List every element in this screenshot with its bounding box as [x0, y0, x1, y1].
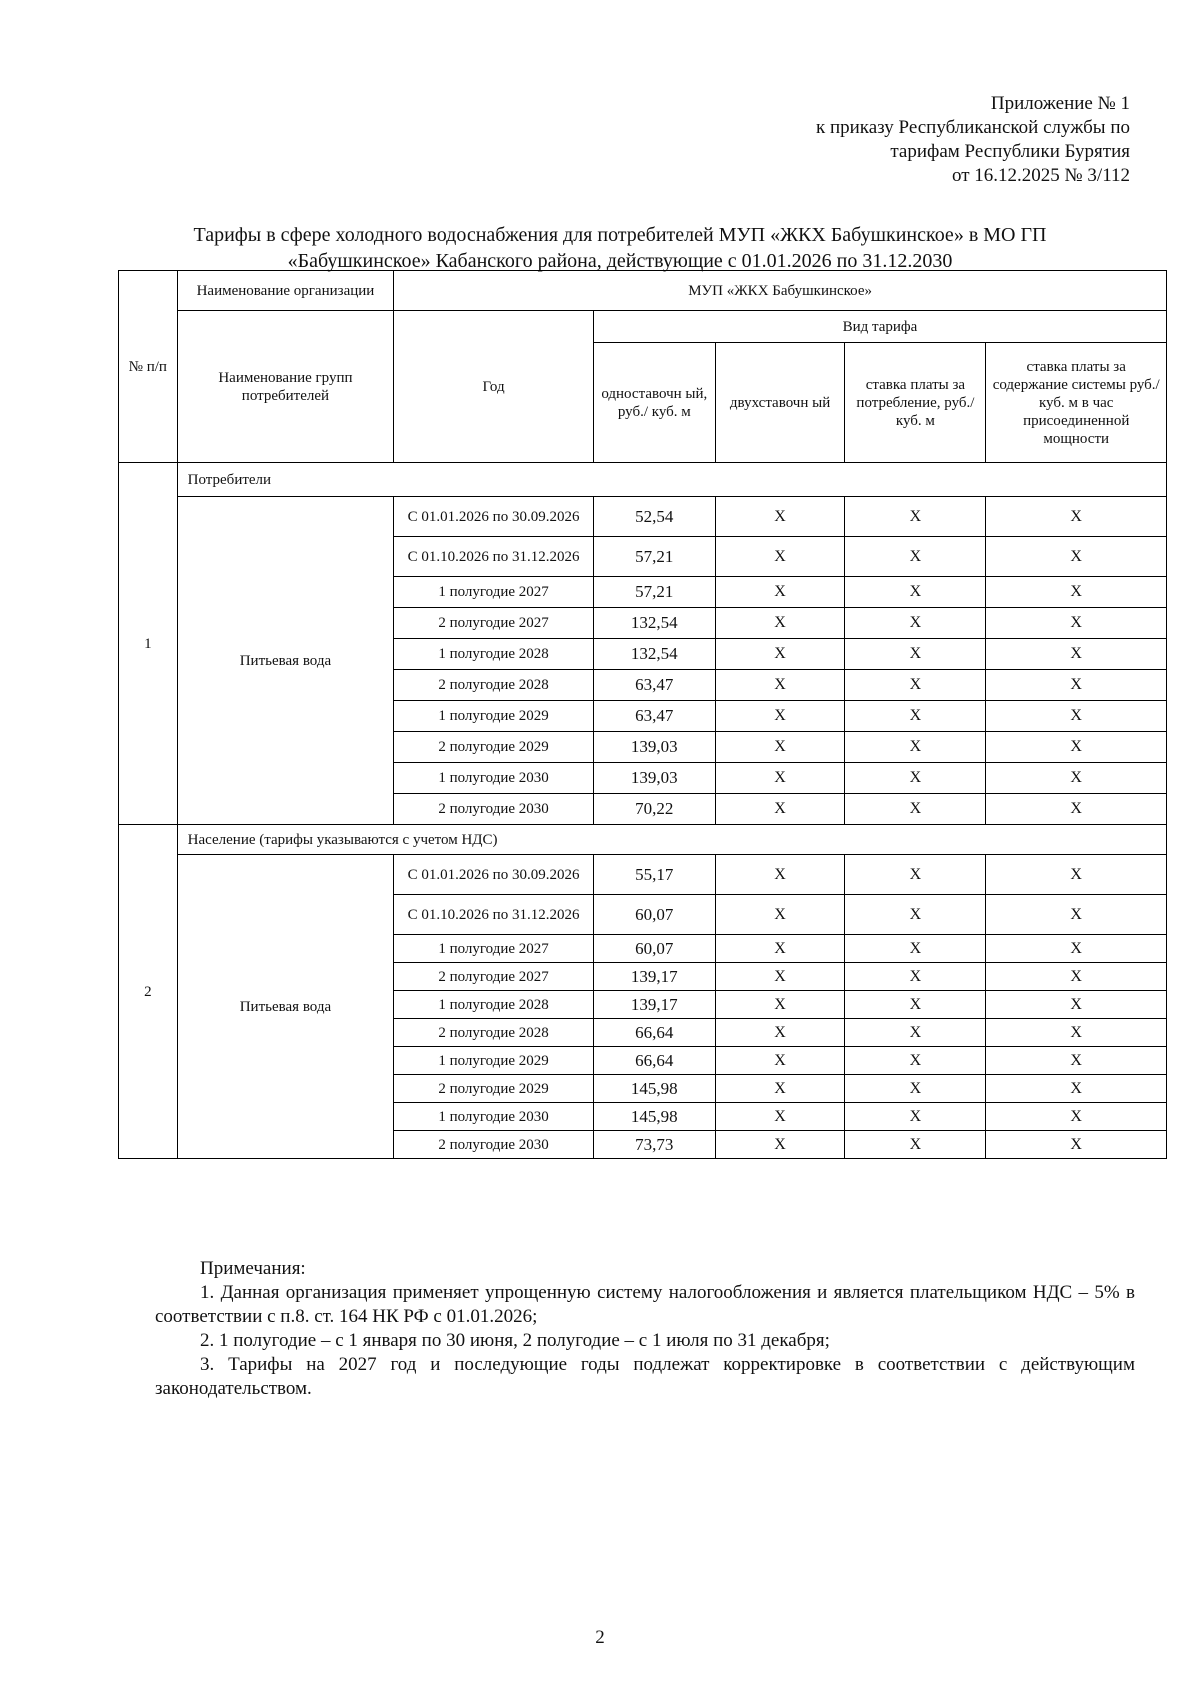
tariff-table: [118, 270, 1167, 1159]
single-rate-cell: 132,54: [593, 639, 715, 670]
double-rate-cell: X: [715, 639, 845, 670]
document-title: [120, 222, 1120, 274]
capacity-rate-cell: X: [986, 794, 1167, 825]
single-rate-cell: 52,54: [593, 497, 715, 537]
period-cell: С 01.10.2026 по 31.12.2026: [394, 537, 594, 577]
consumption-rate-cell: X: [845, 670, 986, 701]
consumption-rate-cell: X: [845, 1103, 986, 1131]
period-cell: 1 полугодие 2030: [394, 1103, 594, 1131]
title-line-1: Тарифы в сфере холодного водоснабжения для потребителей МУП «ЖКХ Бабушкинское» в МО ГП: [193, 224, 1047, 246]
capacity-rate-cell: X: [986, 991, 1167, 1019]
consumption-rate-cell: X: [845, 497, 986, 537]
capacity-rate-cell: X: [986, 1019, 1167, 1047]
capacity-rate-cell: X: [986, 1131, 1167, 1159]
header-row-organization: [119, 271, 1167, 311]
capacity-rate-cell: X: [986, 763, 1167, 794]
single-rate-cell: 60,07: [593, 895, 715, 935]
capacity-rate-cell: X: [986, 895, 1167, 935]
double-rate-cell: X: [715, 1131, 845, 1159]
capacity-rate-cell: X: [986, 701, 1167, 732]
header-col-single: одноставочн ый, руб./ куб. м: [593, 343, 715, 463]
period-cell: 1 полугодие 2027: [394, 577, 594, 608]
single-rate-cell: 73,73: [593, 1131, 715, 1159]
period-cell: С 01.01.2026 по 30.09.2026: [394, 855, 594, 895]
header-year-label: Год: [394, 311, 594, 463]
consumption-rate-cell: X: [845, 1075, 986, 1103]
double-rate-cell: X: [715, 1019, 845, 1047]
capacity-rate-cell: X: [986, 537, 1167, 577]
group-name: Питьевая вода: [177, 855, 394, 1159]
double-rate-cell: X: [715, 1103, 845, 1131]
capacity-rate-cell: X: [986, 608, 1167, 639]
section-number: 2: [119, 825, 178, 1159]
capacity-rate-cell: X: [986, 935, 1167, 963]
consumption-rate-cell: X: [845, 537, 986, 577]
double-rate-cell: X: [715, 670, 845, 701]
header-num: № п/п: [119, 271, 178, 463]
double-rate-cell: X: [715, 701, 845, 732]
single-rate-cell: 132,54: [593, 608, 715, 639]
single-rate-cell: 139,17: [593, 963, 715, 991]
note-item-3: 3. Тарифы на 2027 год и последующие годы подлежат корректировке в соответствии с действующим законодательством.: [155, 1354, 1135, 1399]
section-title-row: [119, 825, 1167, 855]
header-row-tariff-type: [119, 311, 1167, 343]
appendix-header: [816, 92, 1130, 188]
consumption-rate-cell: X: [845, 991, 986, 1019]
period-cell: 2 полугодие 2027: [394, 608, 594, 639]
section-title: Население (тарифы указываются с учетом НДС): [177, 825, 1166, 855]
period-cell: 1 полугодие 2029: [394, 701, 594, 732]
single-rate-cell: 139,03: [593, 732, 715, 763]
period-cell: 1 полугодие 2027: [394, 935, 594, 963]
double-rate-cell: X: [715, 963, 845, 991]
consumption-rate-cell: X: [845, 577, 986, 608]
table-row: [119, 855, 1167, 895]
single-rate-cell: 139,17: [593, 991, 715, 1019]
note-item-1: 1. Данная организация применяет упрощенную систему налогообложения и является плательщиком НДС – 5% в соответствии с п.8. ст. 164 НК РФ с 01.01.2026;: [155, 1282, 1135, 1327]
header-col-double: двухставочн ый: [715, 343, 845, 463]
double-rate-cell: X: [715, 763, 845, 794]
double-rate-cell: X: [715, 794, 845, 825]
header-org-value: МУП «ЖКХ Бабушкинское»: [394, 271, 1167, 311]
single-rate-cell: 145,98: [593, 1075, 715, 1103]
appendix-order-date: от 16.12.2025 № 3/112: [951, 165, 1130, 186]
note-item-2: 2. 1 полугодие – с 1 января по 30 июня, 2 полугодие – с 1 июля по 31 декабря;: [200, 1330, 830, 1351]
capacity-rate-cell: X: [986, 639, 1167, 670]
section-title-row: [119, 463, 1167, 497]
consumption-rate-cell: X: [845, 855, 986, 895]
notes-heading: Примечания:: [200, 1258, 306, 1279]
consumption-rate-cell: X: [845, 763, 986, 794]
consumption-rate-cell: X: [845, 701, 986, 732]
consumption-rate-cell: X: [845, 732, 986, 763]
period-cell: 1 полугодие 2028: [394, 639, 594, 670]
double-rate-cell: X: [715, 577, 845, 608]
period-cell: 2 полугодие 2029: [394, 732, 594, 763]
single-rate-cell: 57,21: [593, 537, 715, 577]
notes: [155, 1257, 1135, 1401]
period-cell: 2 полугодие 2030: [394, 1131, 594, 1159]
double-rate-cell: X: [715, 935, 845, 963]
consumption-rate-cell: X: [845, 935, 986, 963]
single-rate-cell: 145,98: [593, 1103, 715, 1131]
capacity-rate-cell: X: [986, 670, 1167, 701]
section-number: 1: [119, 463, 178, 825]
period-cell: 2 полугодие 2028: [394, 670, 594, 701]
consumption-rate-cell: X: [845, 1131, 986, 1159]
double-rate-cell: X: [715, 537, 845, 577]
single-rate-cell: 63,47: [593, 701, 715, 732]
consumption-rate-cell: X: [845, 639, 986, 670]
period-cell: 2 полугодие 2030: [394, 794, 594, 825]
consumption-rate-cell: X: [845, 1047, 986, 1075]
period-cell: С 01.01.2026 по 30.09.2026: [394, 497, 594, 537]
single-rate-cell: 63,47: [593, 670, 715, 701]
single-rate-cell: 139,03: [593, 763, 715, 794]
period-cell: 1 полугодие 2029: [394, 1047, 594, 1075]
capacity-rate-cell: X: [986, 1103, 1167, 1131]
section-title: Потребители: [177, 463, 1166, 497]
capacity-rate-cell: X: [986, 497, 1167, 537]
period-cell: 2 полугодие 2029: [394, 1075, 594, 1103]
group-name: Питьевая вода: [177, 497, 394, 825]
consumption-rate-cell: X: [845, 895, 986, 935]
capacity-rate-cell: X: [986, 732, 1167, 763]
capacity-rate-cell: X: [986, 1075, 1167, 1103]
double-rate-cell: X: [715, 895, 845, 935]
single-rate-cell: 66,64: [593, 1047, 715, 1075]
double-rate-cell: X: [715, 732, 845, 763]
period-cell: 2 полугодие 2028: [394, 1019, 594, 1047]
double-rate-cell: X: [715, 1047, 845, 1075]
header-group-label: Наименование групп потребителей: [177, 311, 394, 463]
single-rate-cell: 66,64: [593, 1019, 715, 1047]
consumption-rate-cell: X: [845, 608, 986, 639]
consumption-rate-cell: X: [845, 1019, 986, 1047]
table-row: [119, 497, 1167, 537]
consumption-rate-cell: X: [845, 794, 986, 825]
double-rate-cell: X: [715, 497, 845, 537]
capacity-rate-cell: X: [986, 963, 1167, 991]
double-rate-cell: X: [715, 855, 845, 895]
capacity-rate-cell: X: [986, 577, 1167, 608]
single-rate-cell: 60,07: [593, 935, 715, 963]
capacity-rate-cell: X: [986, 855, 1167, 895]
period-cell: 1 полугодие 2028: [394, 991, 594, 1019]
appendix-authority-line: тарифам Республики Бурятия: [890, 141, 1130, 162]
double-rate-cell: X: [715, 1075, 845, 1103]
header-tariff-type: Вид тарифа: [593, 311, 1166, 343]
double-rate-cell: X: [715, 991, 845, 1019]
appendix-number: Приложение № 1: [990, 93, 1130, 114]
appendix-order-line: к приказу Республиканской службы по: [815, 117, 1130, 138]
page-number: 2: [595, 1627, 605, 1648]
header-col-capacity: ставка платы за содержание системы руб./куб. м в час присоединенной мощности: [986, 343, 1167, 463]
single-rate-cell: 70,22: [593, 794, 715, 825]
header-col-consumption: ставка платы за потребление, руб./ куб. м: [845, 343, 986, 463]
period-cell: 1 полугодие 2030: [394, 763, 594, 794]
double-rate-cell: X: [715, 608, 845, 639]
single-rate-cell: 55,17: [593, 855, 715, 895]
consumption-rate-cell: X: [845, 963, 986, 991]
capacity-rate-cell: X: [986, 1047, 1167, 1075]
header-org-label: Наименование организации: [177, 271, 394, 311]
period-cell: С 01.10.2026 по 31.12.2026: [394, 895, 594, 935]
title-line-2: «Бабушкинское» Кабанского района, действующие с 01.01.2026 по 31.12.2030: [287, 250, 953, 272]
period-cell: 2 полугодие 2027: [394, 963, 594, 991]
single-rate-cell: 57,21: [593, 577, 715, 608]
